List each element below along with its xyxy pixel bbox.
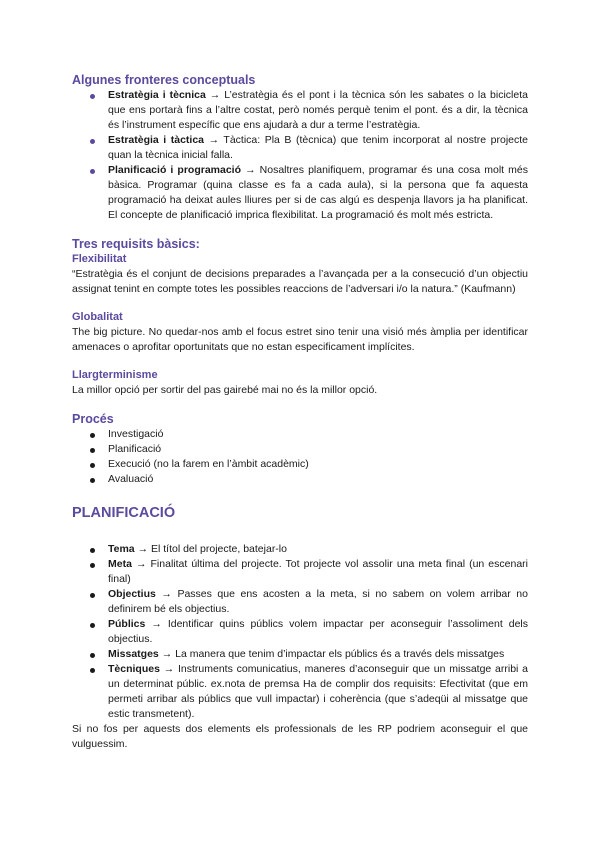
item-term: Meta	[108, 558, 132, 570]
list-item	[72, 427, 528, 442]
item-text: Planificació	[108, 443, 162, 455]
subtitle-llargterminisme: Llargterminisme	[72, 369, 158, 381]
list-item	[72, 163, 528, 223]
item-term: Tècniques	[108, 663, 160, 675]
list-item	[72, 133, 528, 163]
item-text: → Instruments comunicatius, maneres d’aconseguir que un missatge arribi a un determinat públic. ex.nota de premsa Ha de complir dos requisits: Efectivitat (que em permeti arribar als públics que vull impactar) i coherència (que s’adeqüi al missatge que estic transmetent).	[108, 663, 528, 720]
list-item	[72, 442, 528, 457]
item-text: → Finalitat última del projecte. Tot projecte vol assolir una meta final (un escenari final)	[108, 558, 528, 585]
item-term: Missatges	[108, 648, 159, 660]
bullet-icon	[90, 563, 95, 568]
bullet-icon	[90, 139, 95, 144]
item-term: Estratègia i tàctica	[108, 134, 205, 146]
list-item	[72, 472, 528, 487]
bullet-icon	[90, 548, 95, 553]
fronteres-list	[72, 88, 528, 223]
section-title-requisits: Tres requisits bàsics:	[72, 237, 200, 251]
section-planificacio	[72, 503, 528, 752]
section-fronteres	[72, 72, 528, 223]
bullet-icon	[90, 593, 95, 598]
item-term: Estratègia i tècnica	[108, 89, 206, 101]
paragraph-globalitat: The big picture. No quedar-nos amb el focus estret sino tenir una visió més àmplia per identificar amenaces o aprofitar oportunitats que no estan especificament implícites.	[72, 326, 528, 353]
item-text: → L’estratègia és el pont i la tècnica són les sabates o la bicicleta que ens portarà fins a l’altre costat, però només perquè tenim el pont. és a dir, la tècnica és l’instrument específic que ens ajudarà a dur a terme l’estratègia.	[108, 89, 528, 131]
list-item	[72, 662, 528, 722]
list-item	[72, 542, 528, 557]
item-text: → El títol del projecte, batejar-lo	[134, 543, 287, 555]
item-term: Planificació i programació	[108, 164, 242, 176]
section-title-planificacio: PLANIFICACIÓ	[72, 505, 176, 521]
paragraph-flexibilitat: “Estratègia és el conjunt de decisions preparades a l’avançada per a la consecució d’un objectiu assignat tenint en compte totes les possibles reaccions de l’adversari i/o la natura.” (Kaufmann)	[72, 268, 528, 295]
bullet-icon	[90, 433, 95, 438]
list-item	[72, 647, 528, 662]
bullet-icon	[90, 478, 95, 483]
planificacio-list	[72, 542, 528, 722]
list-item	[72, 617, 528, 647]
subtitle-globalitat: Globalitat	[72, 311, 123, 323]
list-item	[72, 88, 528, 133]
item-text: → Identificar quins públics volem impactar per aconseguir l’assoliment dels objectius.	[108, 618, 528, 645]
section-title-proces: Procés	[72, 412, 114, 426]
item-text: Investigació	[108, 428, 164, 440]
item-text: → La manera que tenim d’impactar els públics és a través dels missatges	[158, 648, 505, 660]
list-item	[72, 587, 528, 617]
paragraph-llargterminisme: La millor opció per sortir del pas gairebé mai no és la millor opció.	[72, 384, 378, 396]
subtitle-flexibilitat: Flexibilitat	[72, 253, 127, 265]
bullet-icon	[90, 623, 95, 628]
list-item	[72, 457, 528, 472]
bullet-icon	[90, 169, 95, 174]
item-term: Públics	[108, 618, 146, 630]
bullet-icon	[90, 668, 95, 673]
paragraph-closing: Si no fos per aquests dos elements els professionals de les RP podriem aconseguir el que vulguessim.	[72, 723, 528, 750]
bullet-icon	[90, 653, 95, 658]
item-text: Avaluació	[108, 473, 154, 485]
item-text: → Nosaltres planifiquem, programar és una cosa molt més bàsica. Programar (quina classe es fa a cada aula), si la persona que fa aquesta programació ha deixat aules lliures per si de cas algú es despenja llavors ja ha planificat. El concepte de planificació imprica flexibilitat. La programació és molt més estricta.	[108, 164, 528, 221]
bullet-icon	[90, 94, 95, 99]
section-title-fronteres: Algunes fronteres conceptuals	[72, 73, 256, 87]
section-requisits	[72, 236, 528, 398]
list-item	[72, 557, 528, 587]
bullet-icon	[90, 448, 95, 453]
bullet-icon	[90, 463, 95, 468]
proces-list	[72, 427, 528, 487]
item-text: Execució (no la farem en l’àmbit acadèmic)	[108, 458, 309, 470]
item-term: Tema	[108, 543, 135, 555]
item-term: Objectius	[108, 588, 156, 600]
item-text: → Tàctica: Pla B (tècnica) que tenim incorporat al nostre projecte quan la tècnica inicial falla.	[108, 134, 528, 161]
section-proces	[72, 411, 528, 487]
item-text: → Passes que ens acosten a la meta, si no sabem on volem arribar no definirem bé els objectius.	[108, 588, 528, 615]
